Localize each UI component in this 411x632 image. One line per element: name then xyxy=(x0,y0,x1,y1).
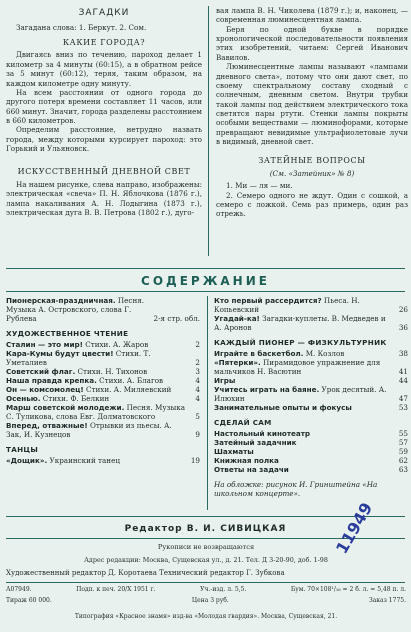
toc-entry[interactable] xyxy=(214,376,408,385)
toc-entry-title xyxy=(214,465,394,474)
price: Цена 3 руб. xyxy=(191,597,229,604)
toc-entry-page: 3 xyxy=(195,367,200,376)
toc-entry-page: 55 xyxy=(398,429,408,438)
svet-title: ИСКУССТВЕННЫЙ ДНЕВНОЙ СВЕТ xyxy=(17,167,191,177)
toc-section-heading: КАЖДЫЙ ПИОНЕР — ФИЗКУЛЬТУРНИК xyxy=(214,338,387,347)
column-divider xyxy=(208,6,209,256)
contents-sub-rule xyxy=(6,291,405,292)
toc-entry-page: 59 xyxy=(398,447,408,456)
toc-entry-title xyxy=(214,438,394,447)
kakie-goroda-p1: Двигаясь вниз по течению, пароход делает 1 километр за 4 минуты (60:15), а в обратном рейсе за 5 минут (60:12), теряя, таким образом, на каждом километре одну минуту. xyxy=(6,50,202,88)
toc-entry-page: 2-я стр. обл. xyxy=(153,314,200,323)
toc-entry-author: Стихи. А. Миляевский xyxy=(83,385,172,394)
toc-entry-title xyxy=(6,376,186,385)
toc-entry-author: Стихи. А. Жаров xyxy=(82,340,149,349)
toc-entry[interactable] xyxy=(6,376,200,385)
order-number: Заказ 1775. xyxy=(368,597,406,604)
toc-entry-name: Ответы на задачи xyxy=(214,465,289,474)
toc-entry-page: 9 xyxy=(195,430,200,439)
toc-entry-title xyxy=(214,376,394,385)
toc-entry[interactable] xyxy=(214,429,408,438)
toc-entry-title xyxy=(6,385,186,394)
toc-entry-author: Стихи. Ф. Белкин xyxy=(40,394,110,403)
toc-entry-author: Пирамидовое упражнение для мальчиков Н. Васютин xyxy=(214,358,381,376)
toc-entry-name: Затейный задачник xyxy=(214,438,297,447)
toc-entry-author: Стихи. Н. Тихонов xyxy=(75,367,148,376)
toc-entry-name: Настольный кинотеатр xyxy=(214,429,311,438)
toc-section-heading: СДЕЛАЙ САМ xyxy=(214,418,272,427)
toc-entry-name: Кто первый рассердится? xyxy=(214,296,322,305)
toc-entry-title xyxy=(214,429,394,438)
tech-editors-line: Художественный редактор Д. Коротаева Технический редактор Г. Зубкова xyxy=(6,569,285,577)
toc-entry[interactable] xyxy=(214,447,408,456)
toc-entry-name: Сталин — это мир! xyxy=(6,340,83,349)
toc-entry-author: Украинский танец xyxy=(47,456,120,465)
toc-entry[interactable] xyxy=(6,456,200,465)
toc-entry[interactable] xyxy=(214,438,408,447)
toc-entry-title xyxy=(214,314,394,332)
toc-entry-author: Отрывки из пьесы. А. Зак, И. Кузнецов xyxy=(6,421,172,439)
toc-entry-author: Песня. Музыка С. Туликова, слова Евг. Долматовского xyxy=(6,403,186,421)
zatejnye-p2: 2. Семеро одного не ждут. Один с сошкой, а семеро с ложкой. Семь раз примерь, один раз отрежь. xyxy=(216,190,408,219)
toc-entry-name: Игры xyxy=(214,376,236,385)
toc-entry-title xyxy=(6,403,186,421)
top-right-column xyxy=(216,6,408,219)
toc-entry[interactable] xyxy=(214,349,408,358)
toc-entry[interactable] xyxy=(6,403,200,421)
toc-entry-name: Занимательные опыты и фокусы xyxy=(214,403,352,412)
right-p1: вая лампа В. Н. Чиколева (1879 г.); и, наконец, — современная люминесцентная лампа. xyxy=(216,6,408,25)
imprint-rule xyxy=(6,582,405,583)
order-code: А07949. xyxy=(6,586,32,593)
toc-entry-page: 4 xyxy=(195,376,200,385)
zagadki-title: ЗАГАДКИ xyxy=(78,8,130,18)
toc-entry-name: Он — комсомолец! xyxy=(6,385,84,394)
signed-date: Подп. к печ. 20/X 1951 г. xyxy=(76,586,156,593)
toc-entry-page: 36 xyxy=(398,323,408,332)
toc-entry[interactable] xyxy=(6,296,200,323)
toc-entry-page: 57 xyxy=(398,438,408,447)
toc-entry-page: 53 xyxy=(398,403,408,412)
toc-entry-title xyxy=(6,367,186,376)
toc-entry-author: Стихи. Т. Уметалиев xyxy=(6,349,151,367)
editor-line: Редактор В. И. СИВИЦКАЯ xyxy=(124,524,287,534)
printer-line: Типография «Красное знамя» изд-ва «Молодая гвардия». Москва, Сущевская, 21. xyxy=(74,613,338,620)
toc-entry-page: 62 xyxy=(398,456,408,465)
toc-entry[interactable] xyxy=(214,314,408,332)
toc-entry[interactable] xyxy=(214,385,408,403)
toc-entry-title xyxy=(214,456,394,465)
toc-entry-author: Урок десятый. А. Илюхин xyxy=(214,385,387,403)
toc-entry-title xyxy=(6,421,186,439)
toc-entry[interactable] xyxy=(214,465,408,474)
toc-entry-page: 2 xyxy=(195,358,200,367)
toc-entry-name: «Пятерки». xyxy=(214,358,261,367)
kakie-goroda-p2: На всем расстоянии от одного города до другого потеря времени составляет 11 часов, или 660 минут. Значит, города разделены расстоянием в 660 километров. xyxy=(6,87,202,125)
toc-right-column xyxy=(214,296,408,498)
toc-entry-title xyxy=(214,385,394,403)
print-data-row-2 xyxy=(6,597,406,605)
contents-title: СОДЕРЖАНИЕ xyxy=(141,274,270,288)
manuscripts-note: Рукописи не возвращаются xyxy=(157,543,255,551)
toc-left-column xyxy=(6,296,200,465)
toc-entry-author: Пьеса. Н. Копьевский xyxy=(214,296,360,314)
toc-entry-name: Угадай-ка! xyxy=(214,314,260,323)
toc-entry-page: 44 xyxy=(398,376,408,385)
svet-p1: На нашем рисунке, слева направо, изображены: электрическая «свеча» П. Н. Яблочкова (1876 г.), лампа накаливания А. Н. Лодыгина (1873 г.), электрическая дуга В. В. Петрова (1802 г.), дуго- xyxy=(6,179,202,217)
right-p3: Люминесцентные лампы называют «лампами дневного света», потому что они дают свет, по своему спектральному составу сходный с солнечным, дневным светом. Внутри трубки такой лампы под действием электрического тока светятся пары ртути. Стенки лампы покрыты особыми веществами — люминофорами, которые превращают невидимые ультрафиолетовые лучи в видимый, дневной свет. xyxy=(216,62,408,147)
toc-entry[interactable] xyxy=(214,456,408,465)
toc-entry[interactable] xyxy=(6,421,200,439)
address-line: Адрес редакции: Москва, Сущевская ул., д. 21. Тел. Д 3-20-90, доб. 1-98 xyxy=(84,556,328,564)
zagadki-text: Загадана слова: 1. Беркут. 2. Сом. xyxy=(16,22,147,32)
toc-entry-page: 26 xyxy=(398,305,408,314)
toc-entry-name: Кара-Кумы будут цвести! xyxy=(6,349,114,358)
toc-entry-author: Загадки-куплеты. В. Медведев и А. Аронов xyxy=(214,314,386,332)
toc-entry-name: Марш советской молодежи. xyxy=(6,403,125,412)
toc-entry-page: 2 xyxy=(195,340,200,349)
right-p2: Беря по одной букве в порядке хронологической последовательности появления этих изобретений, читаем: Сергей Иванович Вавилов. xyxy=(216,24,408,62)
zatejnye-title: ЗАТЕЙНЫЕ ВОПРОСЫ xyxy=(258,156,366,166)
toc-entry-name: «Дощик». xyxy=(6,456,48,465)
top-left-column xyxy=(6,6,202,217)
toc-entry[interactable] xyxy=(214,403,408,412)
toc-entry-title xyxy=(6,340,186,349)
toc-section-heading: ХУДОЖЕСТВЕННОЕ ЧТЕНИЕ xyxy=(6,329,129,338)
toc-entry[interactable] xyxy=(6,349,200,367)
zatejnye-p1: 1. Ми — ля — ми. xyxy=(226,181,293,191)
contents-top-rule xyxy=(6,268,405,269)
toc-section-heading: ТАНЦЫ xyxy=(6,445,39,454)
toc-entry-author: М. Козлов xyxy=(303,349,345,358)
toc-entry-author: Песня. Музыка А. Островского, слова Г. Рублева xyxy=(6,296,145,323)
toc-entry-page: 47 xyxy=(398,394,408,403)
toc-entry-name: Пионерская-праздничная. xyxy=(6,296,116,305)
toc-entry-page: 63 xyxy=(398,465,408,474)
toc-entry-title xyxy=(6,394,186,403)
toc-entry-author: Стихи. А. Благов xyxy=(96,376,164,385)
paper-format: Бум. 70×108¹/₁₆ = 2 б. л. = 5,48 п. л. xyxy=(290,586,406,593)
toc-entry-title xyxy=(6,296,154,323)
toc-entry[interactable] xyxy=(6,394,200,403)
print-data-row-1 xyxy=(6,586,406,594)
toc-entry[interactable] xyxy=(6,385,200,394)
toc-entry-name: Наша правда крепка. xyxy=(6,376,97,385)
editor-top-rule xyxy=(6,516,405,517)
toc-divider xyxy=(207,296,208,510)
toc-entry-title xyxy=(214,349,394,358)
toc-entry[interactable] xyxy=(214,358,408,376)
toc-cover-note: На обложке: рисунок И. Гринштейна «На школьном концерте». xyxy=(214,480,378,498)
kakie-goroda-title: КАКИЕ ГОРОДА? xyxy=(62,38,146,48)
toc-entry-name: Вперед, отважные! xyxy=(6,421,88,430)
toc-entry[interactable] xyxy=(6,367,200,376)
toc-entry-page: 4 xyxy=(195,394,200,403)
toc-entry-name: Играйте в баскетбол. xyxy=(214,349,304,358)
toc-entry-title xyxy=(214,447,394,456)
toc-entry-page: 19 xyxy=(190,456,200,465)
toc-entry-name: Учитесь играть на баяне. xyxy=(214,385,320,394)
toc-entry[interactable] xyxy=(214,296,408,314)
toc-entry-name: Советский флаг. xyxy=(6,367,76,376)
print-run: Тираж 60 000. xyxy=(6,597,52,604)
toc-entry-name: Книжная полка xyxy=(214,456,279,465)
toc-entry-title xyxy=(6,456,186,465)
toc-entry-title xyxy=(214,403,394,412)
toc-entry-name: Шахматы xyxy=(214,447,254,456)
toc-entry-name: Осенью. xyxy=(6,394,41,403)
toc-entry-title xyxy=(6,349,186,367)
zatejnye-subtitle: (См. «Затейник» № 8) xyxy=(269,168,355,178)
toc-entry-page: 5 xyxy=(195,412,200,421)
toc-entry[interactable] xyxy=(6,340,200,349)
stamp-number: 11949 xyxy=(332,499,377,557)
toc-entry-title xyxy=(214,296,394,314)
publisher-sheets: Уч.-изд. л. 5,5. xyxy=(200,586,247,593)
toc-entry-page: 4 xyxy=(195,385,200,394)
kakie-goroda-p3: Определим расстояние, нетрудно назвать города, между которыми курсирует пароход: это Горький и Ульяновск. xyxy=(6,125,202,154)
toc-entry-page: 41 xyxy=(398,367,408,376)
toc-entry-page: 38 xyxy=(398,349,408,358)
toc-entry-title xyxy=(214,358,394,376)
